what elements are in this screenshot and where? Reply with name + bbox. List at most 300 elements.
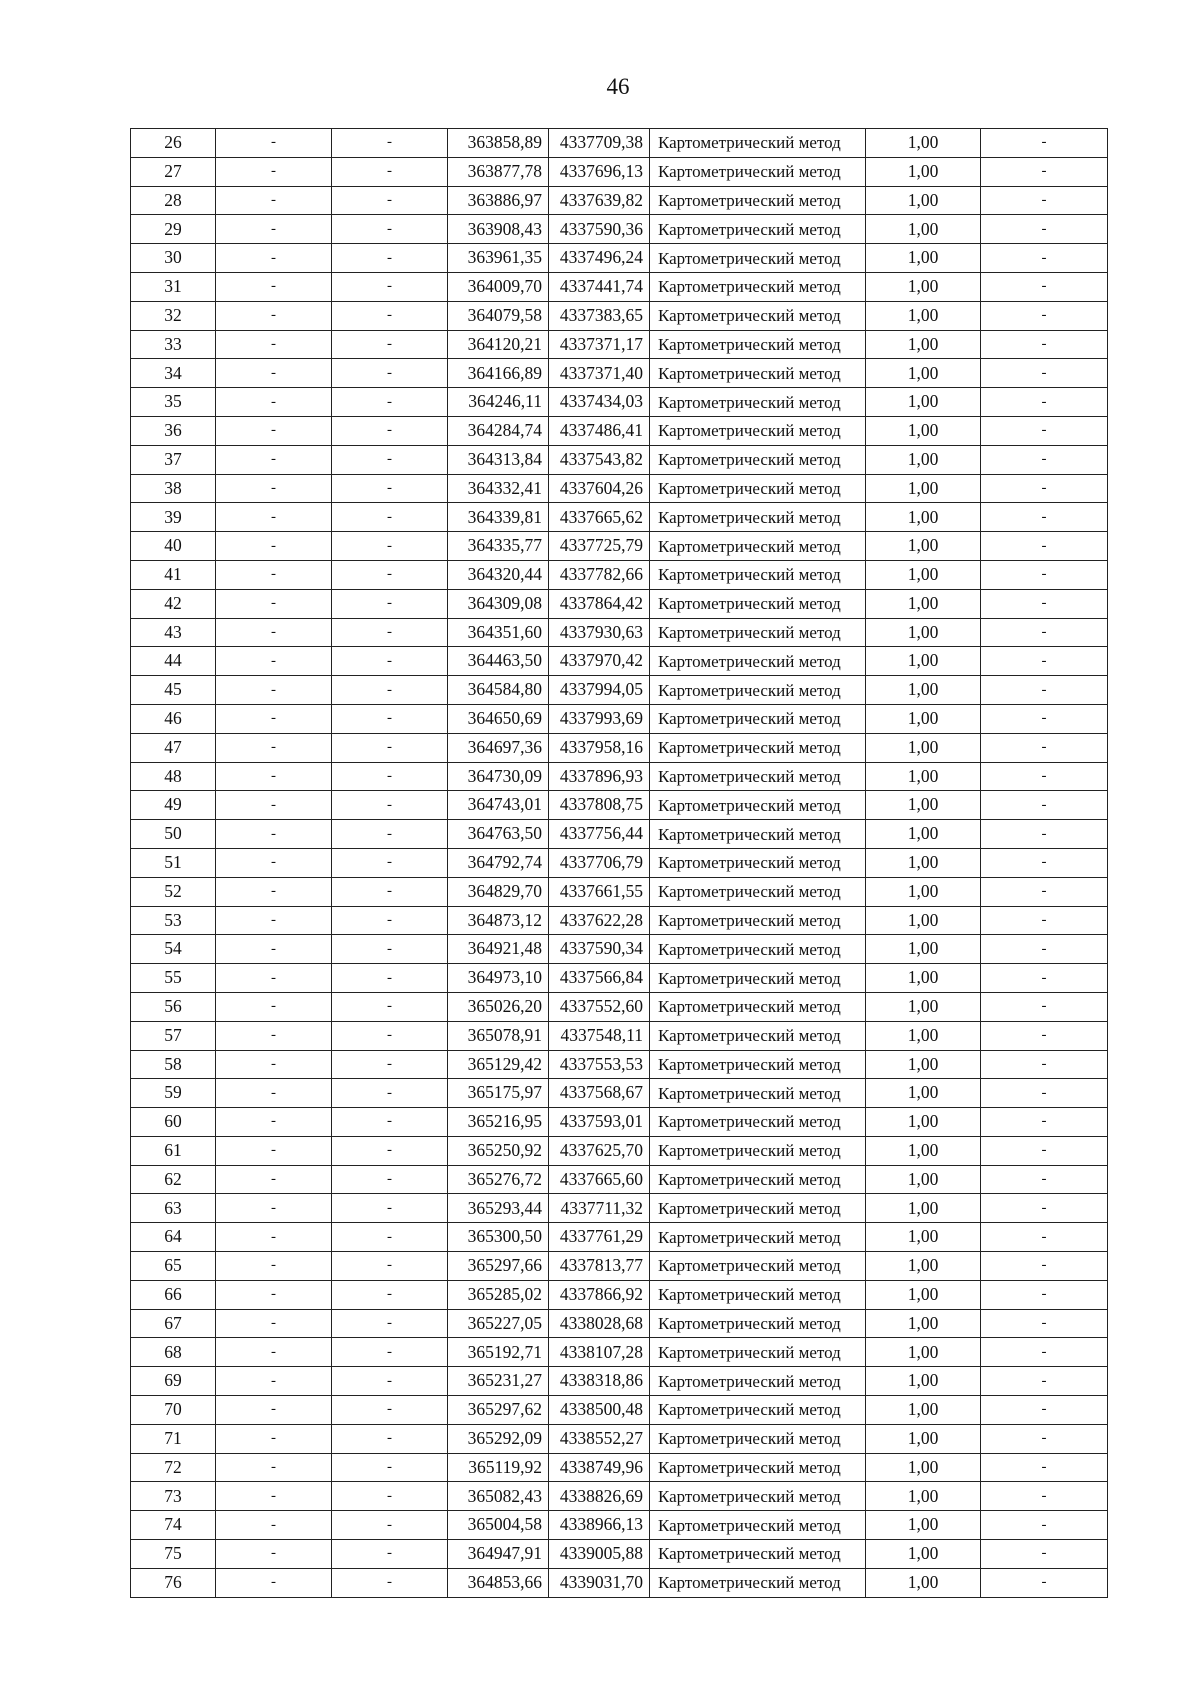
y-coordinate-cell: 4338552,27 bbox=[549, 1424, 650, 1453]
table-row bbox=[131, 1540, 1108, 1569]
method-cell: Картометрический метод bbox=[650, 877, 866, 906]
y-coordinate-cell: 4337665,60 bbox=[549, 1165, 650, 1194]
x-coordinate-cell: 365250,92 bbox=[448, 1136, 549, 1165]
point-number-cell: 72 bbox=[131, 1453, 216, 1482]
point-number-cell: 40 bbox=[131, 532, 216, 561]
description-cell: - bbox=[981, 1252, 1108, 1281]
method-cell: Картометрический метод bbox=[650, 532, 866, 561]
method-cell: Картометрический метод bbox=[650, 1540, 866, 1569]
point-number-cell: 33 bbox=[131, 330, 216, 359]
empty-x-cell: - bbox=[216, 186, 332, 215]
empty-x-cell: - bbox=[216, 964, 332, 993]
empty-x-cell: - bbox=[216, 129, 332, 158]
y-coordinate-cell: 4337604,26 bbox=[549, 474, 650, 503]
y-coordinate-cell: 4337970,42 bbox=[549, 647, 650, 676]
accuracy-cell: 1,00 bbox=[866, 532, 981, 561]
method-cell: Картометрический метод bbox=[650, 1453, 866, 1482]
accuracy-cell: 1,00 bbox=[866, 791, 981, 820]
x-coordinate-cell: 365231,27 bbox=[448, 1367, 549, 1396]
method-cell: Картометрический метод bbox=[650, 1309, 866, 1338]
y-coordinate-cell: 4337622,28 bbox=[549, 906, 650, 935]
method-cell: Картометрический метод bbox=[650, 1194, 866, 1223]
empty-y-cell: - bbox=[332, 186, 448, 215]
method-cell: Картометрический метод bbox=[650, 388, 866, 417]
accuracy-cell: 1,00 bbox=[866, 244, 981, 273]
y-coordinate-cell: 4337590,34 bbox=[549, 935, 650, 964]
empty-y-cell: - bbox=[332, 1108, 448, 1137]
empty-x-cell: - bbox=[216, 704, 332, 733]
x-coordinate-cell: 365297,62 bbox=[448, 1396, 549, 1425]
accuracy-cell: 1,00 bbox=[866, 129, 981, 158]
method-cell: Картометрический метод bbox=[650, 129, 866, 158]
point-number-cell: 32 bbox=[131, 301, 216, 330]
x-coordinate-cell: 365175,97 bbox=[448, 1079, 549, 1108]
x-coordinate-cell: 365276,72 bbox=[448, 1165, 549, 1194]
empty-x-cell: - bbox=[216, 157, 332, 186]
empty-x-cell: - bbox=[216, 935, 332, 964]
accuracy-cell: 1,00 bbox=[866, 820, 981, 849]
empty-y-cell: - bbox=[332, 503, 448, 532]
empty-y-cell: - bbox=[332, 1079, 448, 1108]
y-coordinate-cell: 4337725,79 bbox=[549, 532, 650, 561]
empty-y-cell: - bbox=[332, 1453, 448, 1482]
description-cell: - bbox=[981, 1424, 1108, 1453]
empty-x-cell: - bbox=[216, 589, 332, 618]
point-number-cell: 31 bbox=[131, 272, 216, 301]
description-cell: - bbox=[981, 704, 1108, 733]
y-coordinate-cell: 4338500,48 bbox=[549, 1396, 650, 1425]
table-row bbox=[131, 503, 1108, 532]
table-row bbox=[131, 762, 1108, 791]
y-coordinate-cell: 4337665,62 bbox=[549, 503, 650, 532]
empty-x-cell: - bbox=[216, 445, 332, 474]
point-number-cell: 57 bbox=[131, 1021, 216, 1050]
y-coordinate-cell: 4337568,67 bbox=[549, 1079, 650, 1108]
method-cell: Картометрический метод bbox=[650, 1050, 866, 1079]
table-row bbox=[131, 532, 1108, 561]
method-cell: Картометрический метод bbox=[650, 272, 866, 301]
table-row bbox=[131, 1223, 1108, 1252]
empty-x-cell: - bbox=[216, 1136, 332, 1165]
empty-y-cell: - bbox=[332, 1309, 448, 1338]
x-coordinate-cell: 365026,20 bbox=[448, 992, 549, 1021]
x-coordinate-cell: 363877,78 bbox=[448, 157, 549, 186]
y-coordinate-cell: 4337552,60 bbox=[549, 992, 650, 1021]
point-number-cell: 30 bbox=[131, 244, 216, 273]
empty-y-cell: - bbox=[332, 388, 448, 417]
accuracy-cell: 1,00 bbox=[866, 215, 981, 244]
x-coordinate-cell: 364743,01 bbox=[448, 791, 549, 820]
description-cell: - bbox=[981, 474, 1108, 503]
description-cell: - bbox=[981, 1280, 1108, 1309]
empty-x-cell: - bbox=[216, 1511, 332, 1540]
empty-y-cell: - bbox=[332, 244, 448, 273]
y-coordinate-cell: 4337896,93 bbox=[549, 762, 650, 791]
method-cell: Картометрический метод bbox=[650, 330, 866, 359]
point-number-cell: 67 bbox=[131, 1309, 216, 1338]
method-cell: Картометрический метод bbox=[650, 359, 866, 388]
method-cell: Картометрический метод bbox=[650, 992, 866, 1021]
description-cell: - bbox=[981, 272, 1108, 301]
table-row bbox=[131, 1165, 1108, 1194]
table-row bbox=[131, 1568, 1108, 1597]
table-row bbox=[131, 820, 1108, 849]
y-coordinate-cell: 4337696,13 bbox=[549, 157, 650, 186]
x-coordinate-cell: 365192,71 bbox=[448, 1338, 549, 1367]
method-cell: Картометрический метод bbox=[650, 1136, 866, 1165]
empty-x-cell: - bbox=[216, 1309, 332, 1338]
empty-x-cell: - bbox=[216, 992, 332, 1021]
description-cell: - bbox=[981, 791, 1108, 820]
description-cell: - bbox=[981, 330, 1108, 359]
x-coordinate-cell: 365293,44 bbox=[448, 1194, 549, 1223]
accuracy-cell: 1,00 bbox=[866, 964, 981, 993]
point-number-cell: 59 bbox=[131, 1079, 216, 1108]
empty-x-cell: - bbox=[216, 1453, 332, 1482]
empty-y-cell: - bbox=[332, 560, 448, 589]
table-body bbox=[131, 129, 1108, 1598]
table-row bbox=[131, 388, 1108, 417]
point-number-cell: 54 bbox=[131, 935, 216, 964]
point-number-cell: 28 bbox=[131, 186, 216, 215]
page-number: 46 bbox=[606, 74, 630, 99]
y-coordinate-cell: 4337813,77 bbox=[549, 1252, 650, 1281]
point-number-cell: 58 bbox=[131, 1050, 216, 1079]
method-cell: Картометрический метод bbox=[650, 560, 866, 589]
table-row bbox=[131, 474, 1108, 503]
empty-x-cell: - bbox=[216, 848, 332, 877]
empty-x-cell: - bbox=[216, 359, 332, 388]
empty-y-cell: - bbox=[332, 820, 448, 849]
empty-y-cell: - bbox=[332, 791, 448, 820]
empty-x-cell: - bbox=[216, 560, 332, 589]
point-number-cell: 69 bbox=[131, 1367, 216, 1396]
description-cell: - bbox=[981, 1136, 1108, 1165]
x-coordinate-cell: 364763,50 bbox=[448, 820, 549, 849]
empty-x-cell: - bbox=[216, 877, 332, 906]
y-coordinate-cell: 4337958,16 bbox=[549, 733, 650, 762]
empty-x-cell: - bbox=[216, 1108, 332, 1137]
method-cell: Картометрический метод bbox=[650, 1338, 866, 1367]
y-coordinate-cell: 4337761,29 bbox=[549, 1223, 650, 1252]
description-cell: - bbox=[981, 1021, 1108, 1050]
table-row bbox=[131, 129, 1108, 158]
accuracy-cell: 1,00 bbox=[866, 503, 981, 532]
method-cell: Картометрический метод bbox=[650, 791, 866, 820]
x-coordinate-cell: 364166,89 bbox=[448, 359, 549, 388]
y-coordinate-cell: 4337553,53 bbox=[549, 1050, 650, 1079]
accuracy-cell: 1,00 bbox=[866, 1050, 981, 1079]
empty-x-cell: - bbox=[216, 676, 332, 705]
empty-x-cell: - bbox=[216, 1252, 332, 1281]
x-coordinate-cell: 364335,77 bbox=[448, 532, 549, 561]
accuracy-cell: 1,00 bbox=[866, 1424, 981, 1453]
x-coordinate-cell: 364829,70 bbox=[448, 877, 549, 906]
x-coordinate-cell: 365119,92 bbox=[448, 1453, 549, 1482]
x-coordinate-cell: 364697,36 bbox=[448, 733, 549, 762]
x-coordinate-cell: 364853,66 bbox=[448, 1568, 549, 1597]
description-cell: - bbox=[981, 1108, 1108, 1137]
empty-x-cell: - bbox=[216, 272, 332, 301]
table-row bbox=[131, 445, 1108, 474]
y-coordinate-cell: 4339005,88 bbox=[549, 1540, 650, 1569]
x-coordinate-cell: 364309,08 bbox=[448, 589, 549, 618]
x-coordinate-cell: 364351,60 bbox=[448, 618, 549, 647]
accuracy-cell: 1,00 bbox=[866, 1396, 981, 1425]
point-number-cell: 46 bbox=[131, 704, 216, 733]
point-number-cell: 39 bbox=[131, 503, 216, 532]
empty-y-cell: - bbox=[332, 157, 448, 186]
method-cell: Картометрический метод bbox=[650, 244, 866, 273]
point-number-cell: 42 bbox=[131, 589, 216, 618]
accuracy-cell: 1,00 bbox=[866, 733, 981, 762]
accuracy-cell: 1,00 bbox=[866, 474, 981, 503]
empty-x-cell: - bbox=[216, 301, 332, 330]
accuracy-cell: 1,00 bbox=[866, 560, 981, 589]
y-coordinate-cell: 4338749,96 bbox=[549, 1453, 650, 1482]
method-cell: Картометрический метод bbox=[650, 1280, 866, 1309]
accuracy-cell: 1,00 bbox=[866, 416, 981, 445]
table-row bbox=[131, 215, 1108, 244]
empty-x-cell: - bbox=[216, 503, 332, 532]
description-cell: - bbox=[981, 1482, 1108, 1511]
y-coordinate-cell: 4337383,65 bbox=[549, 301, 650, 330]
empty-y-cell: - bbox=[332, 1424, 448, 1453]
accuracy-cell: 1,00 bbox=[866, 1540, 981, 1569]
y-coordinate-cell: 4337625,70 bbox=[549, 1136, 650, 1165]
table-row bbox=[131, 186, 1108, 215]
empty-y-cell: - bbox=[332, 935, 448, 964]
empty-y-cell: - bbox=[332, 676, 448, 705]
accuracy-cell: 1,00 bbox=[866, 186, 981, 215]
accuracy-cell: 1,00 bbox=[866, 1338, 981, 1367]
description-cell: - bbox=[981, 301, 1108, 330]
y-coordinate-cell: 4337930,63 bbox=[549, 618, 650, 647]
method-cell: Картометрический метод bbox=[650, 445, 866, 474]
description-cell: - bbox=[981, 877, 1108, 906]
empty-y-cell: - bbox=[332, 589, 448, 618]
description-cell: - bbox=[981, 935, 1108, 964]
y-coordinate-cell: 4338966,13 bbox=[549, 1511, 650, 1540]
accuracy-cell: 1,00 bbox=[866, 618, 981, 647]
accuracy-cell: 1,00 bbox=[866, 935, 981, 964]
point-number-cell: 37 bbox=[131, 445, 216, 474]
accuracy-cell: 1,00 bbox=[866, 1482, 981, 1511]
point-number-cell: 26 bbox=[131, 129, 216, 158]
description-cell: - bbox=[981, 1165, 1108, 1194]
empty-y-cell: - bbox=[332, 618, 448, 647]
description-cell: - bbox=[981, 1367, 1108, 1396]
empty-y-cell: - bbox=[332, 1540, 448, 1569]
description-cell: - bbox=[981, 1050, 1108, 1079]
x-coordinate-cell: 364246,11 bbox=[448, 388, 549, 417]
empty-y-cell: - bbox=[332, 848, 448, 877]
empty-x-cell: - bbox=[216, 1424, 332, 1453]
table-row bbox=[131, 618, 1108, 647]
x-coordinate-cell: 365216,95 bbox=[448, 1108, 549, 1137]
y-coordinate-cell: 4337709,38 bbox=[549, 129, 650, 158]
point-number-cell: 63 bbox=[131, 1194, 216, 1223]
x-coordinate-cell: 364284,74 bbox=[448, 416, 549, 445]
accuracy-cell: 1,00 bbox=[866, 647, 981, 676]
accuracy-cell: 1,00 bbox=[866, 359, 981, 388]
x-coordinate-cell: 365082,43 bbox=[448, 1482, 549, 1511]
empty-x-cell: - bbox=[216, 215, 332, 244]
empty-y-cell: - bbox=[332, 330, 448, 359]
point-number-cell: 41 bbox=[131, 560, 216, 589]
table-row bbox=[131, 647, 1108, 676]
description-cell: - bbox=[981, 129, 1108, 158]
table-row bbox=[131, 330, 1108, 359]
point-number-cell: 60 bbox=[131, 1108, 216, 1137]
table-row bbox=[131, 877, 1108, 906]
x-coordinate-cell: 364584,80 bbox=[448, 676, 549, 705]
point-number-cell: 74 bbox=[131, 1511, 216, 1540]
point-number-cell: 43 bbox=[131, 618, 216, 647]
y-coordinate-cell: 4337756,44 bbox=[549, 820, 650, 849]
empty-x-cell: - bbox=[216, 1021, 332, 1050]
empty-x-cell: - bbox=[216, 733, 332, 762]
description-cell: - bbox=[981, 503, 1108, 532]
empty-x-cell: - bbox=[216, 1165, 332, 1194]
x-coordinate-cell: 364463,50 bbox=[448, 647, 549, 676]
table-row bbox=[131, 1194, 1108, 1223]
description-cell: - bbox=[981, 215, 1108, 244]
empty-x-cell: - bbox=[216, 330, 332, 359]
description-cell: - bbox=[981, 1194, 1108, 1223]
accuracy-cell: 1,00 bbox=[866, 1453, 981, 1482]
table-row bbox=[131, 244, 1108, 273]
accuracy-cell: 1,00 bbox=[866, 704, 981, 733]
description-cell: - bbox=[981, 1223, 1108, 1252]
description-cell: - bbox=[981, 647, 1108, 676]
x-coordinate-cell: 364921,48 bbox=[448, 935, 549, 964]
table-row bbox=[131, 1424, 1108, 1453]
y-coordinate-cell: 4337808,75 bbox=[549, 791, 650, 820]
empty-y-cell: - bbox=[332, 445, 448, 474]
x-coordinate-cell: 363858,89 bbox=[448, 129, 549, 158]
empty-y-cell: - bbox=[332, 129, 448, 158]
point-number-cell: 52 bbox=[131, 877, 216, 906]
method-cell: Картометрический метод bbox=[650, 1079, 866, 1108]
accuracy-cell: 1,00 bbox=[866, 676, 981, 705]
table-row bbox=[131, 1050, 1108, 1079]
x-coordinate-cell: 365292,09 bbox=[448, 1424, 549, 1453]
table-row bbox=[131, 157, 1108, 186]
y-coordinate-cell: 4337371,40 bbox=[549, 359, 650, 388]
y-coordinate-cell: 4339031,70 bbox=[549, 1568, 650, 1597]
x-coordinate-cell: 364792,74 bbox=[448, 848, 549, 877]
point-number-cell: 35 bbox=[131, 388, 216, 417]
table-row bbox=[131, 848, 1108, 877]
description-cell: - bbox=[981, 618, 1108, 647]
x-coordinate-cell: 364079,58 bbox=[448, 301, 549, 330]
empty-x-cell: - bbox=[216, 244, 332, 273]
empty-y-cell: - bbox=[332, 964, 448, 993]
table-row bbox=[131, 1079, 1108, 1108]
x-coordinate-cell: 365227,05 bbox=[448, 1309, 549, 1338]
y-coordinate-cell: 4338028,68 bbox=[549, 1309, 650, 1338]
empty-y-cell: - bbox=[332, 532, 448, 561]
empty-y-cell: - bbox=[332, 1511, 448, 1540]
method-cell: Картометрический метод bbox=[650, 1396, 866, 1425]
accuracy-cell: 1,00 bbox=[866, 272, 981, 301]
point-number-cell: 36 bbox=[131, 416, 216, 445]
y-coordinate-cell: 4338107,28 bbox=[549, 1338, 650, 1367]
x-coordinate-cell: 363908,43 bbox=[448, 215, 549, 244]
x-coordinate-cell: 364332,41 bbox=[448, 474, 549, 503]
x-coordinate-cell: 364650,69 bbox=[448, 704, 549, 733]
point-number-cell: 71 bbox=[131, 1424, 216, 1453]
empty-x-cell: - bbox=[216, 647, 332, 676]
table-row bbox=[131, 1280, 1108, 1309]
y-coordinate-cell: 4337590,36 bbox=[549, 215, 650, 244]
accuracy-cell: 1,00 bbox=[866, 157, 981, 186]
y-coordinate-cell: 4338826,69 bbox=[549, 1482, 650, 1511]
description-cell: - bbox=[981, 589, 1108, 618]
y-coordinate-cell: 4337441,74 bbox=[549, 272, 650, 301]
accuracy-cell: 1,00 bbox=[866, 1252, 981, 1281]
accuracy-cell: 1,00 bbox=[866, 1223, 981, 1252]
method-cell: Картометрический метод bbox=[650, 503, 866, 532]
empty-y-cell: - bbox=[332, 704, 448, 733]
empty-y-cell: - bbox=[332, 1050, 448, 1079]
empty-x-cell: - bbox=[216, 532, 332, 561]
point-number-cell: 34 bbox=[131, 359, 216, 388]
x-coordinate-cell: 364009,70 bbox=[448, 272, 549, 301]
description-cell: - bbox=[981, 1540, 1108, 1569]
description-cell: - bbox=[981, 416, 1108, 445]
description-cell: - bbox=[981, 244, 1108, 273]
x-coordinate-cell: 364120,21 bbox=[448, 330, 549, 359]
empty-y-cell: - bbox=[332, 215, 448, 244]
description-cell: - bbox=[981, 560, 1108, 589]
method-cell: Картометрический метод bbox=[650, 1424, 866, 1453]
accuracy-cell: 1,00 bbox=[866, 445, 981, 474]
table-row bbox=[131, 1453, 1108, 1482]
method-cell: Картометрический метод bbox=[650, 704, 866, 733]
method-cell: Картометрический метод bbox=[650, 1252, 866, 1281]
x-coordinate-cell: 365078,91 bbox=[448, 1021, 549, 1050]
empty-y-cell: - bbox=[332, 733, 448, 762]
method-cell: Картометрический метод bbox=[650, 301, 866, 330]
y-coordinate-cell: 4337486,41 bbox=[549, 416, 650, 445]
method-cell: Картометрический метод bbox=[650, 1165, 866, 1194]
empty-x-cell: - bbox=[216, 1194, 332, 1223]
empty-y-cell: - bbox=[332, 906, 448, 935]
empty-x-cell: - bbox=[216, 791, 332, 820]
empty-y-cell: - bbox=[332, 647, 448, 676]
accuracy-cell: 1,00 bbox=[866, 1280, 981, 1309]
method-cell: Картометрический метод bbox=[650, 848, 866, 877]
x-coordinate-cell: 365285,02 bbox=[448, 1280, 549, 1309]
empty-x-cell: - bbox=[216, 388, 332, 417]
point-number-cell: 55 bbox=[131, 964, 216, 993]
x-coordinate-cell: 363886,97 bbox=[448, 186, 549, 215]
y-coordinate-cell: 4337994,05 bbox=[549, 676, 650, 705]
method-cell: Картометрический метод bbox=[650, 157, 866, 186]
empty-y-cell: - bbox=[332, 1021, 448, 1050]
description-cell: - bbox=[981, 157, 1108, 186]
accuracy-cell: 1,00 bbox=[866, 1136, 981, 1165]
point-number-cell: 68 bbox=[131, 1338, 216, 1367]
point-number-cell: 65 bbox=[131, 1252, 216, 1281]
y-coordinate-cell: 4337593,01 bbox=[549, 1108, 650, 1137]
x-coordinate-cell: 365129,42 bbox=[448, 1050, 549, 1079]
x-coordinate-cell: 364313,84 bbox=[448, 445, 549, 474]
point-number-cell: 56 bbox=[131, 992, 216, 1021]
empty-y-cell: - bbox=[332, 1136, 448, 1165]
